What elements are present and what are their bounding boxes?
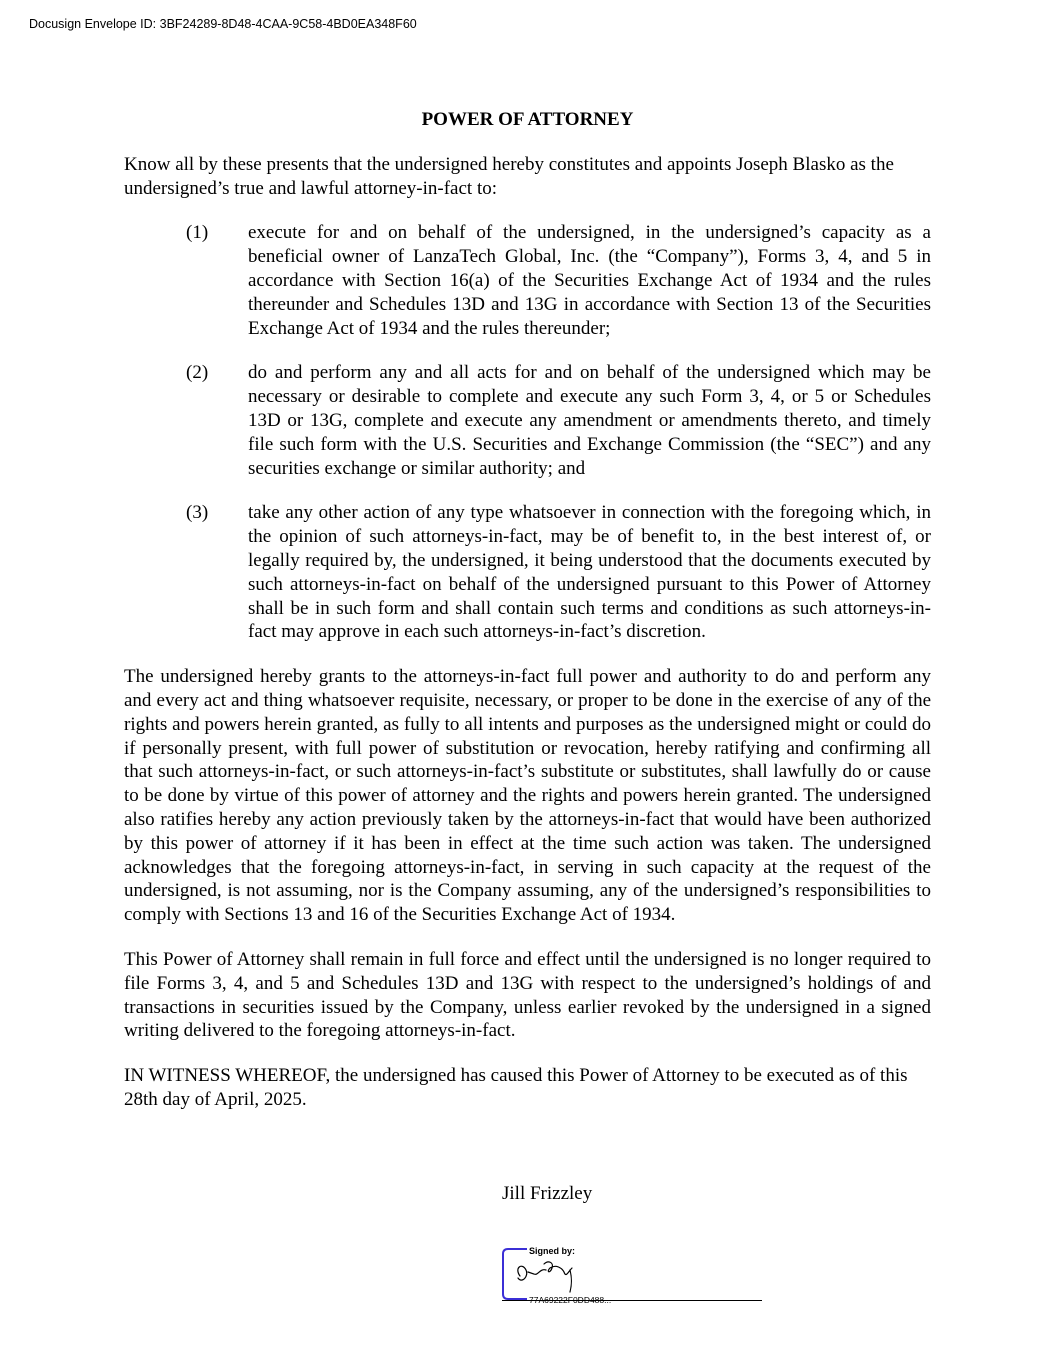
grant-paragraph: The undersigned hereby grants to the attorneys-in-fact full power and authority to do and perform any and every act and thing whatsoever requisite, necessary, or proper to be done in the exercise of any of the rights and powers herein granted, as fully to all intents and purposes as the undersigned might or could do if personally present, with full power of substitution or revocation, hereby ratifying and confirming all that such attorneys-in-fact, or such attorneys-in-fact’s substitute or substitutes, shall lawfully do or cause to be done by virtue of this power of attorney and the rights and powers herein granted. The undersigned also ratifies hereby any action previously taken by the attorneys-in-fact that would have been authorized by this power of attorney if it has been in effect at the time such action was taken. The undersigned acknowledges that the foregoing attorneys-in-fact, in serving in such capacity at the request of the undersigned, is not assuming, nor is the Company assuming, any of the undersigned’s responsibilities to comply with Sections 13 and 16 of the Securities Exchange Act of 1934. xyxy=(124,666,931,926)
signed-by-label: Signed by: xyxy=(529,1246,576,1256)
duration-paragraph: This Power of Attorney shall remain in full force and effect until the undersigned is no longer required to file Forms 3, 4, and 5 and Schedules 13D and 13G with respect to the undersigned’s holdings of and transactions in securities issued by the Company, unless earlier revoked by the undersigned in a signed writing delivered to the foregoing attorneys-in-fact. xyxy=(124,948,931,1042)
list-item-number: (2) xyxy=(186,362,209,384)
list-item xyxy=(124,361,931,480)
intro-paragraph: Know all by these presents that the undersigned hereby constitutes and appoints Joseph Blasko as the undersigned’s true and lawful attorney-in-fact to: xyxy=(124,153,894,199)
signer-name: Jill Frizzley xyxy=(502,1183,593,1204)
document-body xyxy=(124,108,931,1133)
list-item-number: (3) xyxy=(186,502,209,524)
list-item xyxy=(124,501,931,644)
signature-id: 77A69222F0DD488... xyxy=(529,1295,612,1305)
list-item xyxy=(124,221,931,340)
list-item-text: execute for and on behalf of the undersigned, in the undersigned’s capacity as a beneficial owner of LanzaTech Global, Inc. (the “Company”), Forms 3, 4, and 5 in accordance with Section 16(a) of the Securities Exchange Act of 1934 and the rules thereunder and Schedules 13D and 13G in accordance with Section 13 of the Securities Exchange Act of 1934 and the rules thereunder; xyxy=(248,222,931,339)
envelope-id: Docusign Envelope ID: 3BF24289-8D48-4CAA-9C58-4BD0EA348F60 xyxy=(29,17,417,31)
handwritten-signature xyxy=(510,1254,590,1294)
list-item-number: (1) xyxy=(186,222,209,244)
witness-paragraph: IN WITNESS WHEREOF, the undersigned has caused this Power of Attorney to be executed as of this 28th day of April, 2025. xyxy=(124,1065,908,1110)
list-item-text: take any other action of any type whatsoever in connection with the foregoing which, in the opinion of such attorneys-in-fact, may be of benefit to, in the best interest of, or legally required by, the undersigned, it being understood that the documents executed by such attorneys-in-fact on behalf of the undersigned pursuant to this Power of Attorney shall be in such form and shall contain such terms and conditions as such attorneys-in-fact may approve in each such attorneys-in-fact’s discretion. xyxy=(248,502,931,643)
signature-block xyxy=(500,1244,765,1306)
document-title: POWER OF ATTORNEY xyxy=(421,109,634,130)
list-item-text: do and perform any and all acts for and on behalf of the undersigned which may be necessary or desirable to complete and execute any such Form 3, 4, or 5 or Schedules 13D or 13G, complete and execute any amendment or amendments thereto, and timely file such form with the U.S. Securities and Exchange Commission (the “SEC”) and any securities exchange or similar authority; and xyxy=(248,362,931,479)
